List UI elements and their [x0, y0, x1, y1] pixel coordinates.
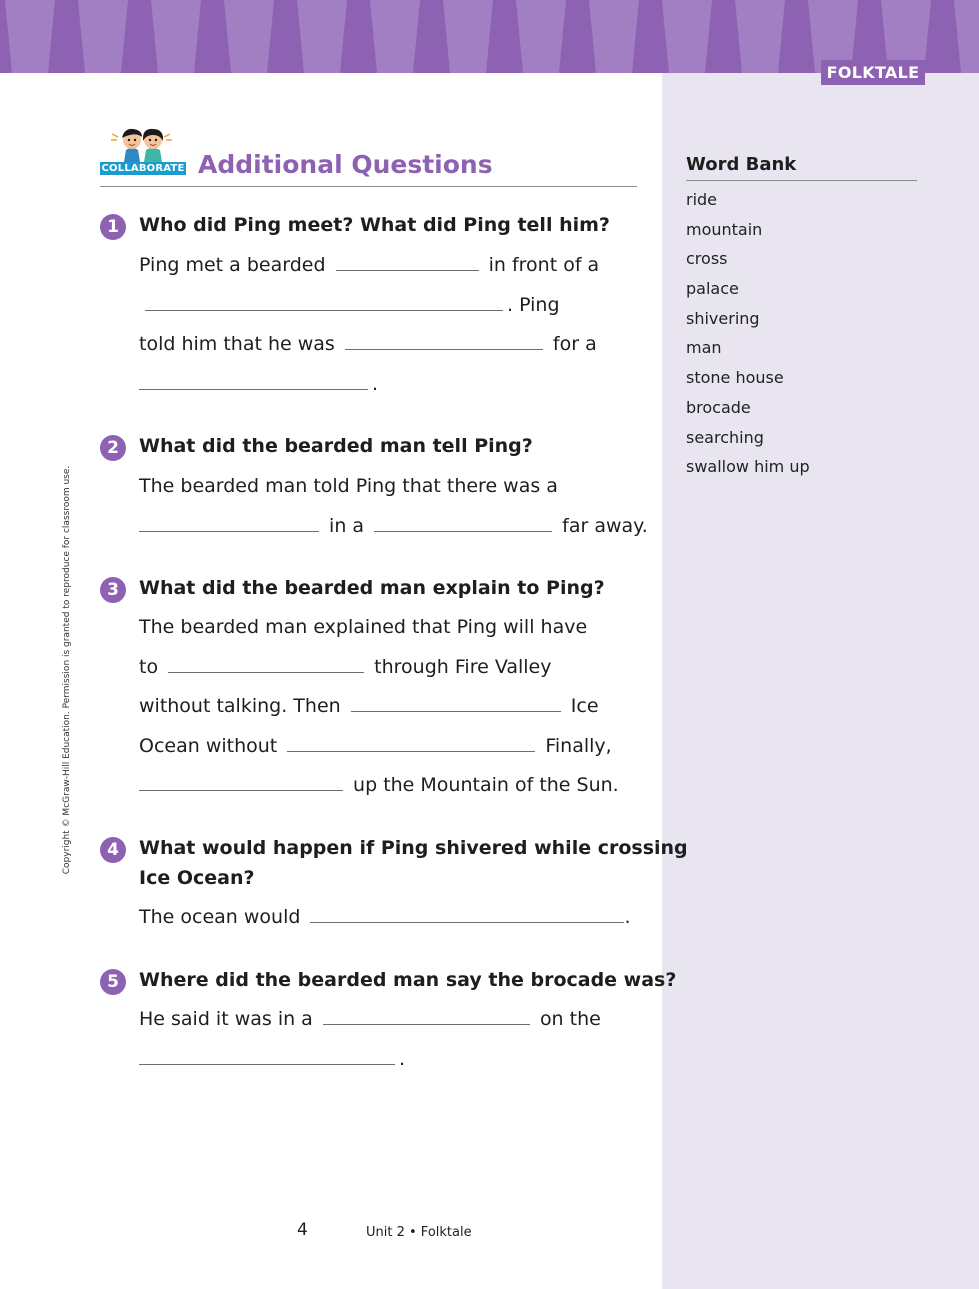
section-header — [100, 126, 637, 187]
genre-tag: FOLKTALE — [821, 60, 925, 85]
q3-answer-blank[interactable] — [168, 671, 364, 673]
word-bank — [686, 154, 917, 482]
q3-line-4 — [139, 735, 612, 757]
word-bank-item: brocade — [686, 397, 751, 417]
q5-answer-blank[interactable] — [139, 1063, 395, 1065]
q3-frame-text: to — [139, 656, 159, 678]
word-bank-item: ride — [686, 190, 718, 209]
q3-frame-text: Ice — [570, 695, 599, 717]
word-bank-item: searching — [686, 427, 764, 447]
word-bank-item: swallow him up — [686, 457, 810, 477]
q2-frame-text: far away. — [562, 515, 648, 537]
question-5-prompt: Where did the bearded man say the brocade was? — [139, 969, 677, 991]
q3-answer-blank[interactable] — [139, 789, 343, 791]
q4-frame-text: The ocean would — [139, 906, 301, 928]
q3-line-2 — [139, 656, 551, 678]
q1-line-3 — [139, 333, 597, 355]
word-bank-item: stone house — [686, 368, 784, 388]
q3-line-5 — [139, 774, 619, 796]
copyright-notice: Copyright © McGraw-Hill Education. Permission is granted to reproduce for classroom use. — [62, 465, 72, 875]
question-number-4: 4 — [100, 837, 126, 863]
unit-label: Unit 2 • Folktale — [366, 1225, 472, 1240]
word-bank-item: man — [686, 338, 722, 358]
page-number: 4 — [297, 1220, 308, 1240]
question-1-prompt: Who did Ping meet? What did Ping tell him? — [139, 214, 610, 236]
q1-frame-text: in front of a — [488, 254, 600, 276]
question-number-3: 3 — [100, 577, 126, 603]
q3-answer-blank[interactable] — [287, 750, 535, 752]
word-bank-item: palace — [686, 279, 739, 299]
question-4-prompt-cont: Ice Ocean? — [139, 867, 255, 889]
q5-frame-text: . — [399, 1048, 406, 1070]
q1-line-2 — [139, 294, 560, 316]
q1-answer-blank[interactable] — [139, 388, 368, 390]
word-bank-item: shivering — [686, 308, 760, 328]
q1-frame-text: . Ping — [507, 294, 560, 316]
q3-frame-text: Ocean without — [139, 735, 278, 757]
q1-frame-text: . — [372, 373, 379, 395]
section-title: Additional Questions — [198, 150, 493, 179]
q5-frame-text: He said it was in a — [139, 1008, 313, 1030]
q1-frame-text: Ping met a bearded — [139, 254, 326, 276]
q3-frame-text: The bearded man explained that Ping will have — [139, 616, 588, 638]
collaborate-badge: COLLABORATE — [101, 163, 185, 174]
q4-line-1 — [139, 906, 631, 928]
q1-frame-text: told him that he was — [139, 333, 335, 355]
q2-frame-text: The bearded man told Ping that there was a — [139, 475, 558, 497]
q5-frame-text: on the — [539, 1008, 601, 1030]
question-3-prompt: What did the bearded man explain to Ping? — [139, 577, 605, 599]
q2-line-2 — [139, 515, 648, 537]
q2-frame-text: in a — [329, 515, 365, 537]
question-2-prompt: What did the bearded man tell Ping? — [139, 435, 533, 457]
question-number-5: 5 — [100, 969, 126, 995]
q3-frame-text: up the Mountain of the Sun. — [353, 774, 619, 796]
q5-line-1 — [139, 1008, 601, 1030]
q1-answer-blank[interactable] — [336, 269, 479, 271]
q3-line-1 — [139, 616, 587, 638]
q3-frame-text: through Fire Valley — [374, 656, 552, 678]
word-bank-item: cross — [686, 249, 728, 269]
q3-line-3 — [139, 695, 599, 717]
q5-answer-blank[interactable] — [323, 1023, 530, 1025]
q1-line-4 — [139, 373, 378, 395]
q3-answer-blank[interactable] — [351, 710, 561, 712]
q3-frame-text: without talking. Then — [139, 695, 341, 717]
question-number-2: 2 — [100, 435, 126, 461]
word-bank-item: mountain — [686, 219, 763, 239]
q1-line-1 — [139, 254, 599, 276]
q4-frame-text: . — [624, 906, 631, 928]
q1-answer-blank[interactable] — [145, 309, 503, 311]
question-number-1: 1 — [100, 214, 126, 240]
q5-line-2 — [139, 1048, 405, 1070]
q2-answer-blank[interactable] — [139, 530, 319, 532]
q1-answer-blank[interactable] — [345, 348, 543, 350]
question-4-prompt: What would happen if Ping shivered while crossing — [139, 837, 688, 859]
word-bank-title: Word Bank — [686, 154, 917, 181]
q1-frame-text: for a — [552, 333, 597, 355]
q2-answer-blank[interactable] — [374, 530, 552, 532]
q4-answer-blank[interactable] — [310, 921, 624, 923]
q3-frame-text: Finally, — [545, 735, 612, 757]
q2-line-1 — [139, 475, 558, 497]
